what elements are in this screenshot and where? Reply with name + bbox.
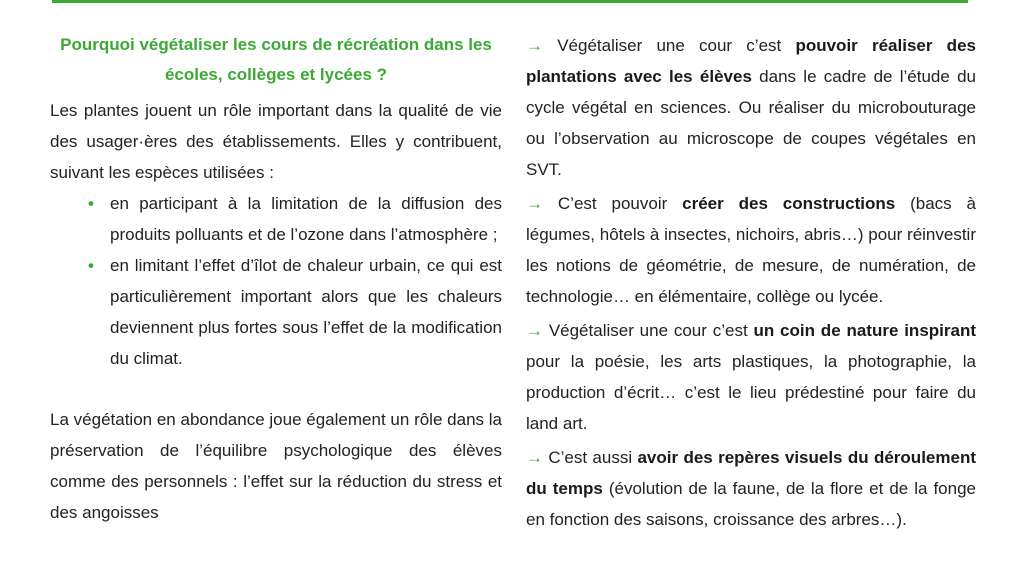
right-column [526,30,976,538]
bullet-list [50,188,502,374]
second-paragraph: La végétation en abondance joue également un rôle dans la préservation de l’équilibre psychologique des élèves comme des personnels : l’effet sur la réduction du stress et des angoisses [50,410,502,522]
paragraph-text: dans le cadre de l’étude du cycle végétal en sciences. Ou réaliser du microbouturage ou l’observation au microscope de coupes végétales en SVT. [526,67,976,179]
bold-phrase: un coin de nature inspirant [753,321,976,340]
left-column [50,30,502,528]
arrow-icon: → [526,321,543,340]
arrow-paragraph [526,30,976,185]
spacer [50,374,502,404]
paragraph-text: Végétaliser une cour c’est [557,36,796,55]
paragraph-text: pour la poésie, les arts plastiques, la photographie, la production d’écrit… c’est le lieu prédestiné pour faire du land art. [526,352,976,433]
arrow-paragraph [526,315,976,439]
top-green-rule [52,0,968,3]
arrow-icon: → [526,36,543,55]
arrow-paragraph [526,188,976,312]
section-heading: Pourquoi végétaliser les cours de récréation dans les écoles, collèges et lycées ? [60,35,492,84]
bullet-dot-icon: • [88,194,94,213]
paragraph-text: C’est pouvoir [557,194,683,213]
arrow-icon: → [526,448,543,467]
paragraph-text: C’est aussi [548,448,638,467]
bullet-dot-icon: • [88,256,94,275]
paragraph-text: (bacs à légumes, hôtels à insectes, nichoirs, abris…) pour réinvestir les notions de géométrie, de mesure, de numération, de technologie… en élémentaire, collège ou lycée. [526,194,976,306]
intro-paragraph: Les plantes jouent un rôle important dans la qualité de vie des usager·ères des établissements. Elles y contribuent, suivant les espèces utilisées : [50,101,502,182]
paragraph-text: Végétaliser une cour c’est [548,321,754,340]
arrow-icon: → [526,194,543,213]
list-item [88,250,502,374]
bold-phrase: avoir des repères visuels du déroulement du temps [526,448,976,498]
arrow-paragraph [526,442,976,535]
bullet-text: en participant à la limitation de la diffusion des produits polluants et de l’ozone dans l’atmosphère ; [110,194,502,244]
list-item [88,188,502,250]
bold-phrase: pouvoir réaliser des plantations avec les élèves [526,36,976,86]
bold-phrase: créer des constructions [682,194,896,213]
paragraph-text: (évolution de la faune, de la flore et de la fonge en fonction des saisons, croissance des arbres…). [526,479,976,529]
bullet-text: en limitant l’effet d’îlot de chaleur urbain, ce qui est particulièrement important alors que les chaleurs deviennent plus fortes sous l’effet de la modification du climat. [110,256,502,368]
